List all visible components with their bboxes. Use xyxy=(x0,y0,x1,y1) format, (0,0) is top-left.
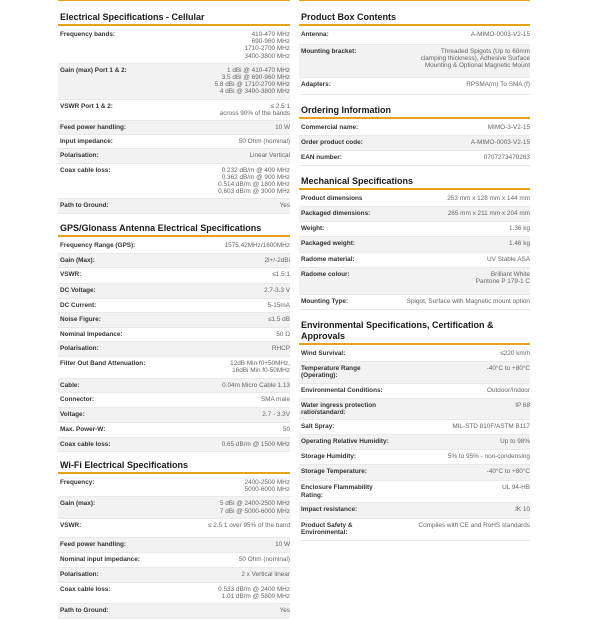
spec-row xyxy=(58,100,290,121)
spec-row xyxy=(58,299,290,313)
spec-value: 5-15mA xyxy=(267,301,290,309)
spec-label: Weight: xyxy=(301,225,325,232)
spec-value: 1.46 kg xyxy=(509,240,530,247)
section-rule xyxy=(299,24,530,26)
section-rule xyxy=(299,117,530,119)
spec-row xyxy=(58,135,290,149)
spec-label: Operating Relative Humidity: xyxy=(301,438,389,446)
spec-value: ≤ 2.5:1 over 95% of the band xyxy=(207,521,290,529)
spec-value: 0.04m Micro Cable 1.13 xyxy=(222,381,290,389)
spec-label: DC Voltage: xyxy=(60,286,96,294)
spec-value: 2l+/-2dBi xyxy=(264,256,290,264)
spec-row xyxy=(299,121,530,136)
spec-row xyxy=(58,149,290,163)
spec-label: Nominal input impedance: xyxy=(60,555,140,563)
spec-value: Brilliant White Pantone P 179-1 C xyxy=(475,271,530,286)
spec-label: Gain (max): xyxy=(60,500,96,508)
spec-label: Path to Ground: xyxy=(60,202,109,210)
spec-value: 0.65 dB/m @ 1500 MHz xyxy=(221,440,290,448)
spec-value: 12dB Min f0+50MHz, 16dBi Min f0-50MHz xyxy=(230,360,290,375)
spec-label: Enclosure Flammability Rating: xyxy=(301,484,373,499)
spec-label: Feed power handling: xyxy=(60,124,127,132)
spec-value: 2 x Vertical linear xyxy=(241,570,290,578)
spec-row xyxy=(58,121,290,135)
spec-value: Threaded Spigots (Up to 60mm clamping thickness), Adhesive Surface Mounting & Optional Magnetic Mount xyxy=(420,48,530,70)
spec-value: 0.533 dB/m @ 2400 MHz 1.01 dB/m @ 5800 MHz xyxy=(218,585,290,601)
cellular-section xyxy=(58,11,290,214)
section-rule xyxy=(58,235,290,237)
spec-row xyxy=(299,465,530,481)
spec-value: ≤ 2.5:1 across 90% of the bands xyxy=(219,102,290,117)
spec-row xyxy=(299,450,530,465)
spec-value: ≤220 km/h xyxy=(500,350,530,357)
spec-label: Connector: xyxy=(60,395,95,403)
spec-row xyxy=(299,237,530,253)
spec-label: Cable: xyxy=(60,381,80,389)
spec-value: Complies with CE and RoHS standards xyxy=(418,521,530,529)
spec-label: Gain (Max): xyxy=(60,256,95,264)
spec-row xyxy=(299,399,530,420)
spec-value: -40°C to +80°C xyxy=(486,365,530,372)
spec-value: ≤1.5 dB xyxy=(268,316,290,324)
spec-row xyxy=(58,497,290,518)
spec-value: 10 W xyxy=(275,540,290,548)
section-title: Ordering Information xyxy=(301,105,391,115)
spec-row xyxy=(58,357,290,378)
section-title: Mechanical Specifications xyxy=(301,176,414,186)
spec-value: A-MIMO-0003-V2-15 xyxy=(470,31,530,38)
spec-row xyxy=(58,254,290,268)
spec-value: Linear Vertical xyxy=(249,152,290,160)
spec-value: 1 dBi @ 410-470 MHz 3.5 dBi @ 690-960 MHz 5.8 dBi @ 1710-2700 MHz 4 dBi @ 3400-3800 MHz xyxy=(214,66,290,96)
spec-row xyxy=(58,328,290,342)
spec-label: Adapters: xyxy=(301,81,331,88)
spec-row xyxy=(58,284,290,299)
spec-row xyxy=(299,481,530,502)
spec-label: Storage Temperature: xyxy=(301,468,367,476)
spec-label: Product Safety & Environmental: xyxy=(301,521,353,537)
spec-label: Antenna: xyxy=(301,31,329,38)
spec-value: SMA male xyxy=(260,395,290,403)
spec-value: 50 Ohm (nominal) xyxy=(238,555,290,563)
spec-row xyxy=(299,362,530,384)
section-title: Wi-Fi Electrical Specifications xyxy=(60,460,188,471)
spec-row xyxy=(299,384,530,399)
spec-value: Yes xyxy=(279,607,290,615)
spec-label: Path to Ground: xyxy=(60,607,109,615)
spec-value: RPSMA(m) To SMA (f) xyxy=(466,81,530,88)
spec-value: 2.7 - 3.3V xyxy=(262,410,290,418)
spec-value: Yes xyxy=(279,202,290,210)
spec-label: Packaged dimensions: xyxy=(301,210,371,217)
spec-row xyxy=(58,568,290,583)
spec-row xyxy=(58,342,290,357)
section-title: Product Box Contents xyxy=(301,12,397,22)
right-column xyxy=(299,0,530,541)
spec-value: A-MIMO-0003-V2-15 xyxy=(470,139,530,146)
spec-value: MIL-STD 810F/ASTM B117 xyxy=(452,423,530,431)
spec-row xyxy=(58,313,290,328)
spec-label: Temperature Range (Operating): xyxy=(301,365,361,380)
spec-row xyxy=(299,28,530,45)
spec-label: Coax cable loss: xyxy=(60,440,111,448)
spec-row xyxy=(299,222,530,237)
spec-row xyxy=(299,347,530,362)
spec-row xyxy=(299,268,530,295)
spec-value: 2.7-3.3 V xyxy=(264,286,290,294)
box-contents-section xyxy=(299,11,530,95)
spec-label: Feed power handling: xyxy=(60,540,127,548)
spec-label: Polarisation: xyxy=(60,345,99,353)
spec-label: Product dimensions xyxy=(301,195,363,202)
spec-value: RHCP xyxy=(271,345,290,353)
spec-label: Impact resistance: xyxy=(301,505,358,513)
spec-row xyxy=(58,379,290,393)
spec-value: 0707273470263 xyxy=(483,154,530,161)
spec-label: Max. Power-W: xyxy=(60,425,106,433)
spec-row xyxy=(58,268,290,284)
spec-label: Mounting Type: xyxy=(301,298,349,305)
spec-label: EAN number: xyxy=(301,154,342,161)
spec-label: Radome colour: xyxy=(301,271,350,278)
spec-value: 50 Ohm (nominal) xyxy=(238,138,290,146)
environmental-section xyxy=(299,319,530,541)
spec-label: Radome material: xyxy=(301,256,355,263)
spec-row xyxy=(58,553,290,568)
spec-value: Up to 98% xyxy=(500,438,530,446)
section-rule xyxy=(58,24,290,26)
wifi-section xyxy=(58,459,290,618)
spec-label: Coax cable loss: xyxy=(60,585,111,593)
ordering-section xyxy=(299,104,530,166)
spec-value: Outdoor/Indoor xyxy=(487,387,530,394)
spec-label: Input impedance: xyxy=(60,138,113,146)
spec-row xyxy=(58,423,290,438)
spec-row xyxy=(299,192,530,207)
spec-label: Salt Spray: xyxy=(301,423,335,431)
spec-value: UV Stable ASA xyxy=(487,256,530,263)
spec-row xyxy=(58,164,290,200)
spec-label: VSWR: xyxy=(60,521,82,529)
spec-value: UL 94-HB xyxy=(502,484,530,492)
spec-row xyxy=(58,583,290,604)
spec-row xyxy=(58,28,290,64)
section-rule xyxy=(299,188,530,190)
spec-row xyxy=(299,151,530,166)
spec-row xyxy=(299,519,530,541)
spec-row xyxy=(58,64,290,100)
spec-row xyxy=(299,435,530,450)
spec-label: Noise Figure: xyxy=(60,316,101,324)
section-title: Electrical Specifications - Cellular xyxy=(60,12,205,22)
section-rule xyxy=(58,472,290,474)
section-title: Environmental Specifications, Certification & Approvals xyxy=(301,320,494,341)
section-rule xyxy=(299,343,530,345)
spec-value: -40°C to +80°C xyxy=(486,468,530,476)
spec-value: 50 xyxy=(282,425,290,433)
spec-row xyxy=(299,136,530,151)
spec-value: 0.232 dB/m @ 400 MHz 0.362 dB/m @ 900 MHz 0.514 dB/m @ 1800 MHz 0.603 dB/m @ 3000 MHz xyxy=(218,166,290,196)
spec-row xyxy=(299,295,530,310)
spec-label: VSWR: xyxy=(60,270,82,278)
spec-value: IK 10 xyxy=(515,505,530,513)
spec-label: DC Current: xyxy=(60,301,97,309)
spec-row xyxy=(58,519,290,538)
spec-value: 5% to 95% - non-condensing xyxy=(447,453,530,461)
spec-label: VSWR Port 1 & 2: xyxy=(60,102,113,110)
spec-label: Polarisation: xyxy=(60,152,99,160)
spec-label: Environmental Conditions: xyxy=(301,387,383,394)
spec-value: ≤1.5:1 xyxy=(272,270,290,278)
top-rule xyxy=(299,0,530,1)
spec-row xyxy=(299,78,530,95)
spec-value: 1.36 kg xyxy=(509,225,530,232)
spec-label: Mounting bracket: xyxy=(301,48,357,55)
spec-label: Gain (max) Port 1 & 2: xyxy=(60,66,127,74)
spec-label: Nominal Impedance: xyxy=(60,331,123,339)
spec-value: Spigot, Surface with Magnetic mount option xyxy=(406,298,530,305)
spec-row xyxy=(299,207,530,222)
spec-row xyxy=(299,253,530,268)
spec-row xyxy=(299,45,530,78)
spec-value: MIMO-3-V2-15 xyxy=(487,124,530,131)
left-column xyxy=(58,0,290,619)
spec-row xyxy=(58,438,290,452)
spec-value: 10 W xyxy=(275,124,290,132)
spec-row xyxy=(58,239,290,254)
gps-section xyxy=(58,222,290,452)
spec-label: Storage Humidity: xyxy=(301,453,357,461)
spec-value: 410-470 MHz 690-960 MHz 1710-2700 MHz 3400-3800 MHz xyxy=(244,31,290,60)
spec-label: Frequency bands: xyxy=(60,31,116,38)
spec-row xyxy=(299,503,530,519)
spec-row xyxy=(58,604,290,618)
spec-value: IP 68 xyxy=(515,402,530,409)
spec-label: Frequency Range (GPS): xyxy=(60,241,136,249)
spec-label: Packaged weight: xyxy=(301,240,355,247)
spec-label: Coax cable loss: xyxy=(60,166,111,174)
spec-label: Wind Survival: xyxy=(301,350,346,357)
spec-label: Filter Out Band Attenuation: xyxy=(60,360,146,368)
spec-label: Polarisation: xyxy=(60,570,99,578)
spec-value: 1575.42MHz/1600MHz xyxy=(224,241,290,249)
spec-value: 253 mm x 128 mm x 144 mm xyxy=(447,195,530,202)
spec-value: 265 mm x 211 mm x 204 mm xyxy=(447,210,530,217)
spec-value: 50 Ω xyxy=(276,331,290,339)
spec-row xyxy=(299,420,530,435)
spec-value: 2400-2500 MHz 5000-6000 MHz xyxy=(244,479,290,494)
spec-row xyxy=(58,199,290,213)
mechanical-section xyxy=(299,175,530,310)
top-rule xyxy=(58,0,290,1)
spec-label: Order product code: xyxy=(301,139,363,146)
spec-row xyxy=(58,476,290,497)
spec-value: 5 dBi @ 2400-2500 MHz 7 dBi @ 5000-6000 MHz xyxy=(219,500,290,515)
spec-label: Frequency: xyxy=(60,479,95,487)
section-title: GPS/Glonass Antenna Electrical Specifications xyxy=(60,222,262,233)
spec-label: Commercial name: xyxy=(301,124,359,131)
spec-label: Voltage: xyxy=(60,410,85,418)
spec-row xyxy=(58,393,290,408)
spec-row xyxy=(58,538,290,553)
spec-label: Water ingress protection ratio/standard: xyxy=(301,402,377,417)
spec-row xyxy=(58,408,290,423)
